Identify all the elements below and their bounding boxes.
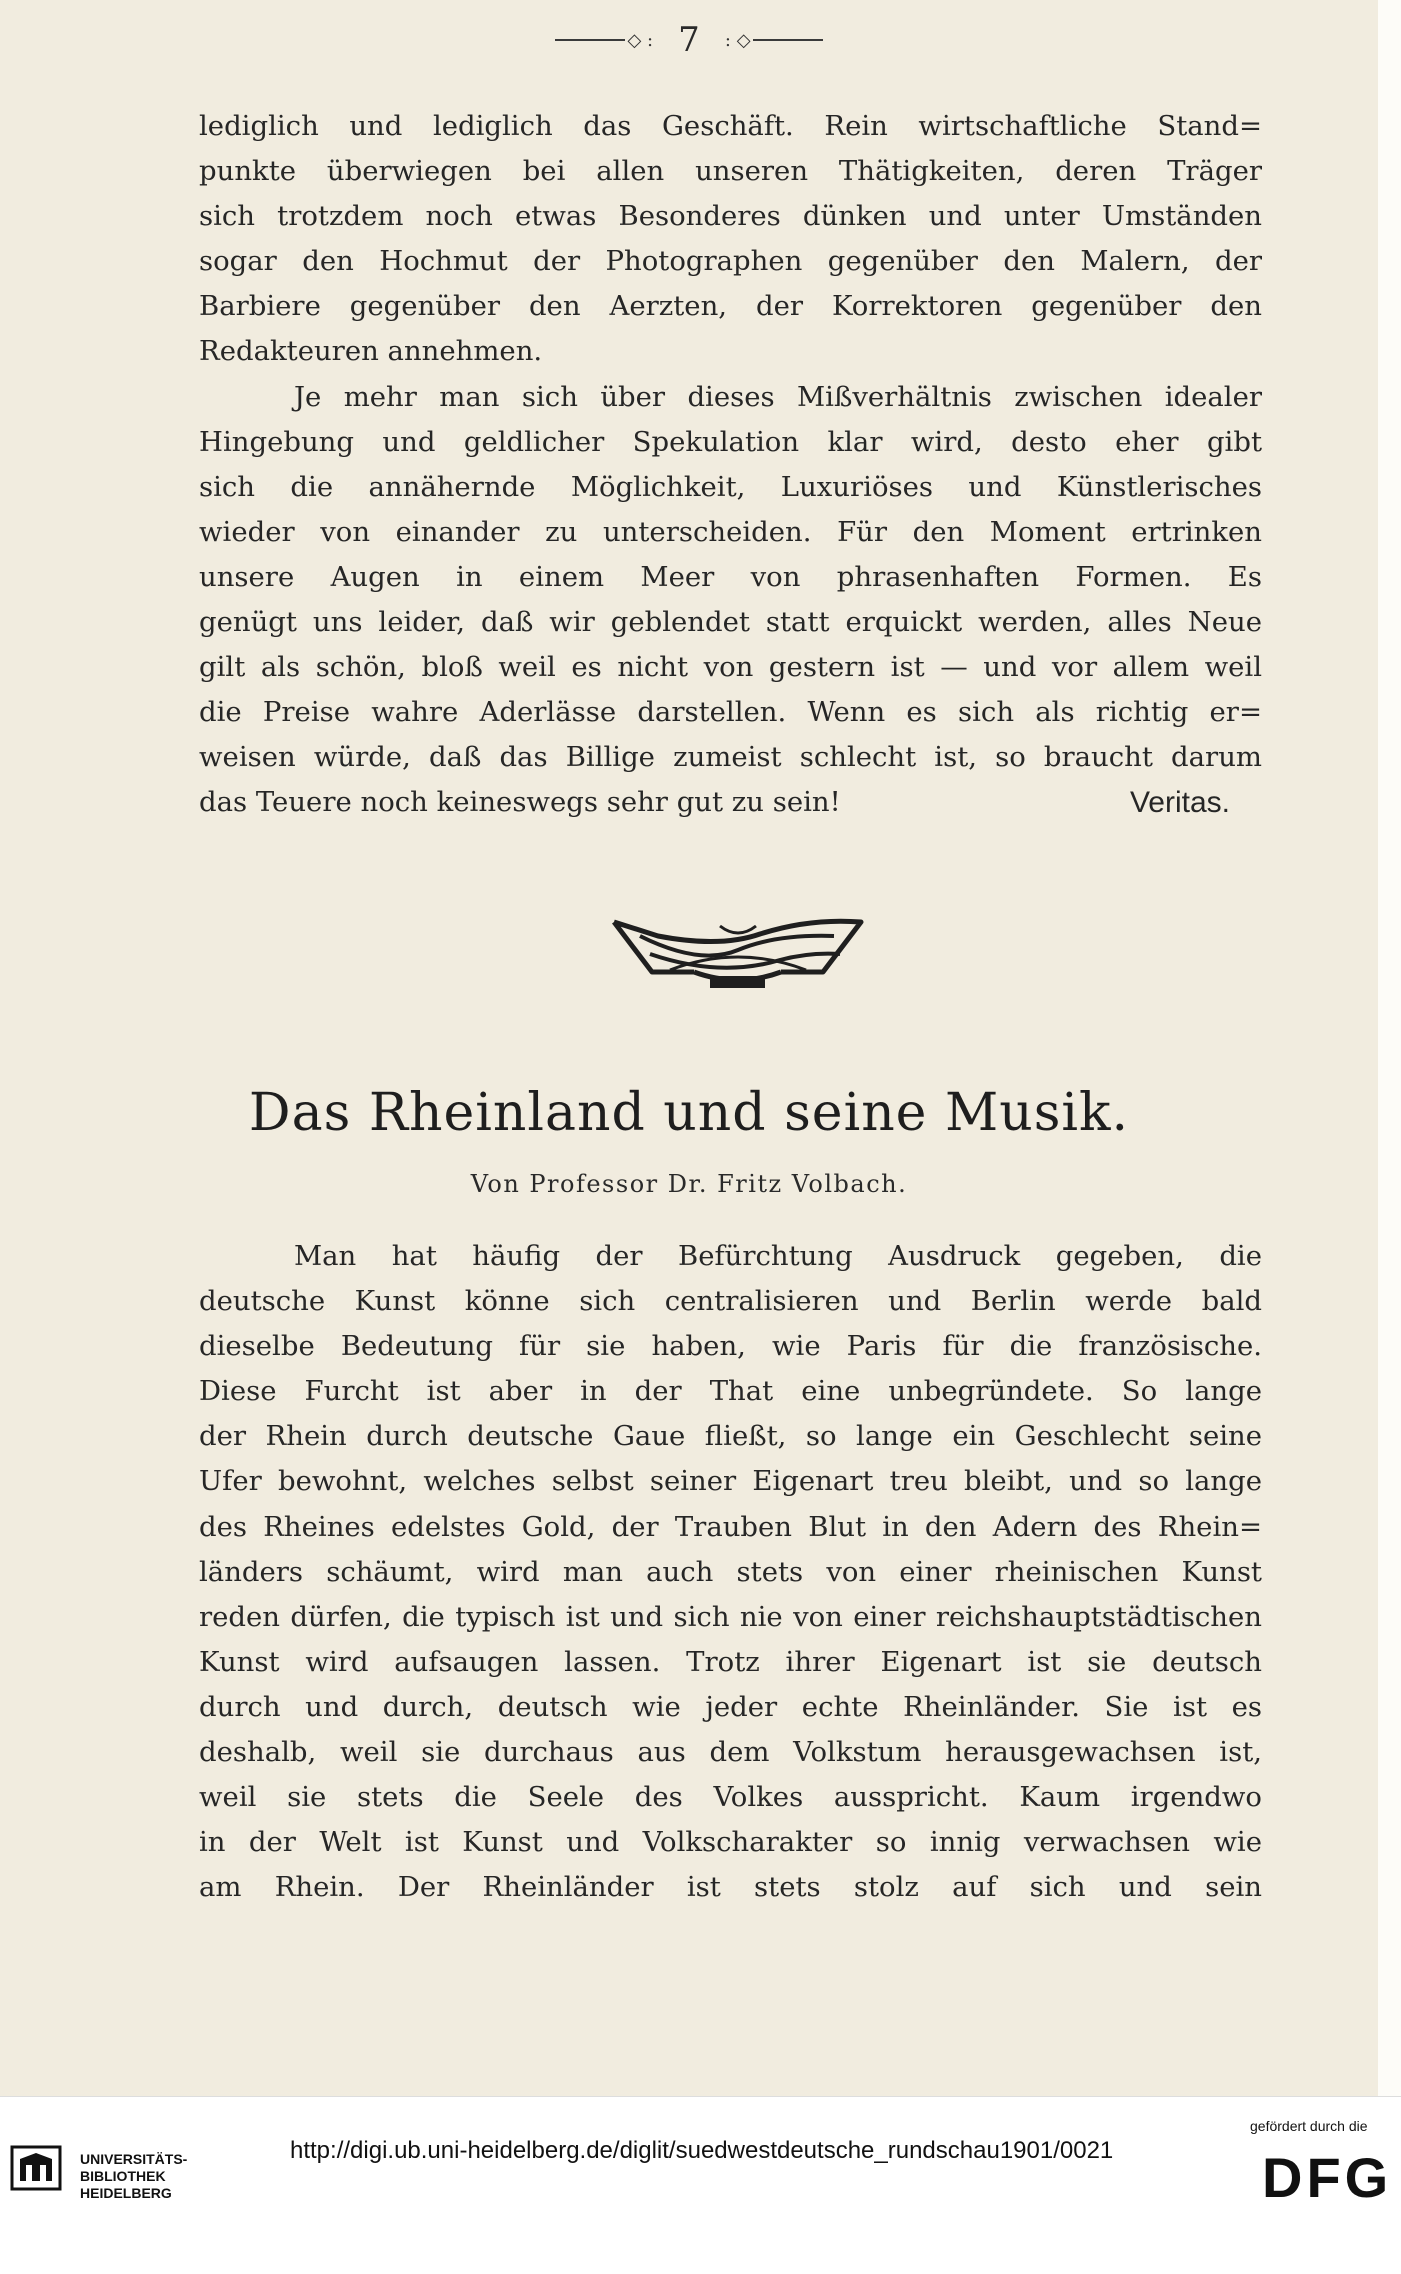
- text-line: Man hat häufig der Befürchtung Ausdruck gegeben, die: [294, 1240, 1262, 1272]
- text-line: punkte überwiegen bei allen unseren Thätigkeiten, deren Träger: [199, 155, 1262, 188]
- text-line: Je mehr man sich über dieses Mißverhältnis zwischen idealer: [294, 380, 1262, 413]
- text-line: am Rhein. Der Rheinländer ist stets stolz auf sich und sein: [199, 1871, 1262, 1904]
- text-line: des Rheines edelstes Gold, der Trauben Blut in den Adern des Rhein=: [199, 1510, 1262, 1543]
- dfg-logo: DFG: [1262, 2146, 1393, 2209]
- text-line: gilt als schön, bloß weil es nicht von gestern ist — und vor allem weil: [199, 651, 1262, 684]
- university-library-logo: [10, 2145, 62, 2191]
- signature: Veritas.: [1129, 786, 1230, 820]
- header-diamond-right: : ◇: [724, 29, 751, 51]
- text-line: das Teuere noch keineswegs sehr gut zu sein!: [199, 786, 841, 819]
- header-rule-right: [753, 39, 823, 41]
- text-line: in der Welt ist Kunst und Volkscharakter so innig verwachsen wie: [199, 1826, 1262, 1859]
- text-line: weil sie stets die Seele des Volkes ausspricht. Kaum irgendwo: [199, 1781, 1262, 1814]
- library-name: [80, 2151, 187, 2202]
- text-line: lediglich und lediglich das Geschäft. Rein wirtschaftliche Stand=: [199, 110, 1262, 142]
- text-line: Redakteuren annehmen.: [199, 335, 543, 368]
- text-line: der Rhein durch deutsche Gaue fließt, so lange ein Geschlecht seine: [199, 1420, 1262, 1453]
- text-line: wieder von einander zu unterscheiden. Für den Moment ertrinken: [199, 515, 1262, 548]
- header-diamond-left: ◇ :: [627, 29, 654, 51]
- library-name-line: HEIDELBERG: [80, 2185, 172, 2201]
- text-line: deshalb, weil sie durchaus aus dem Volkstum herausgewachsen ist,: [199, 1736, 1262, 1769]
- text-line: Barbiere gegenüber den Aerzten, der Korrektoren gegenüber den: [199, 290, 1262, 323]
- text-line: Hingebung und geldlicher Spekulation klar wird, desto eher gibt: [199, 425, 1262, 458]
- text-line: unsere Augen in einem Meer von phrasenhaften Formen. Es: [199, 560, 1262, 593]
- article-title: Das Rheinland und seine Musik.: [248, 1083, 1130, 1143]
- text-line: Diese Furcht ist aber in der That eine unbegründete. So lange: [199, 1375, 1262, 1408]
- text-line: reden dürfen, die typisch ist und sich nie von einer reichshauptstädtischen: [199, 1600, 1262, 1633]
- page-header: [0, 20, 1378, 72]
- permalink-url[interactable]: http://digi.ub.uni-heidelberg.de/diglit/suedwestdeutsche_rundschau1901/0021: [290, 2137, 1114, 2164]
- page-number: 7: [678, 20, 700, 60]
- header-rule-left: [555, 39, 625, 41]
- text-line: Ufer bewohnt, welches selbst seiner Eigenart treu bleibt, und so lange: [199, 1465, 1262, 1498]
- text-line: durch und durch, deutsch wie jeder echte Rheinländer. Sie ist es: [199, 1690, 1262, 1723]
- library-name-line: UNIVERSITÄTS-: [80, 2151, 188, 2167]
- text-line-with-signature: [199, 780, 1262, 825]
- text-line: sich trotzdem noch etwas Besonderes dünken und unter Umständen: [199, 200, 1262, 233]
- article-body: [199, 1234, 1262, 1910]
- text-line: sich die annähernde Möglichkeit, Luxuriöses und Künstlerisches: [199, 470, 1262, 503]
- text-line: weisen würde, daß das Billige zumeist schlecht ist, so braucht darum: [199, 741, 1262, 774]
- text-line: Kunst wird aufsaugen lassen. Trotz ihrer Eigenart ist sie deutsch: [199, 1645, 1262, 1678]
- paragraph: [199, 104, 1262, 375]
- text-line: deutsche Kunst könne sich centralisieren und Berlin werde bald: [199, 1285, 1262, 1318]
- text-line: länders schäumt, wird man auch stets von einer rheinischen Kunst: [199, 1555, 1262, 1588]
- ornament-divider: [610, 914, 865, 994]
- text-line: sogar den Hochmut der Photographen gegenüber den Malern, der: [199, 245, 1262, 278]
- scan-edge: [1378, 0, 1401, 2096]
- viewer-footer: [0, 2096, 1401, 2274]
- library-name-line: BIBLIOTHEK: [80, 2168, 166, 2184]
- text-block-top: [199, 104, 1262, 826]
- paragraph: [199, 375, 1262, 826]
- funding-caption: gefördert durch die: [1250, 2118, 1368, 2134]
- text-line: dieselbe Bedeutung für sie haben, wie Paris für die französische.: [199, 1330, 1262, 1363]
- article-byline: Von Professor Dr. Fritz Volbach.: [470, 1170, 908, 1198]
- text-line: die Preise wahre Aderlässe darstellen. Wenn es sich als richtig er=: [199, 696, 1262, 729]
- text-line: genügt uns leider, daß wir geblendet statt erquickt werden, alles Neue: [199, 606, 1262, 639]
